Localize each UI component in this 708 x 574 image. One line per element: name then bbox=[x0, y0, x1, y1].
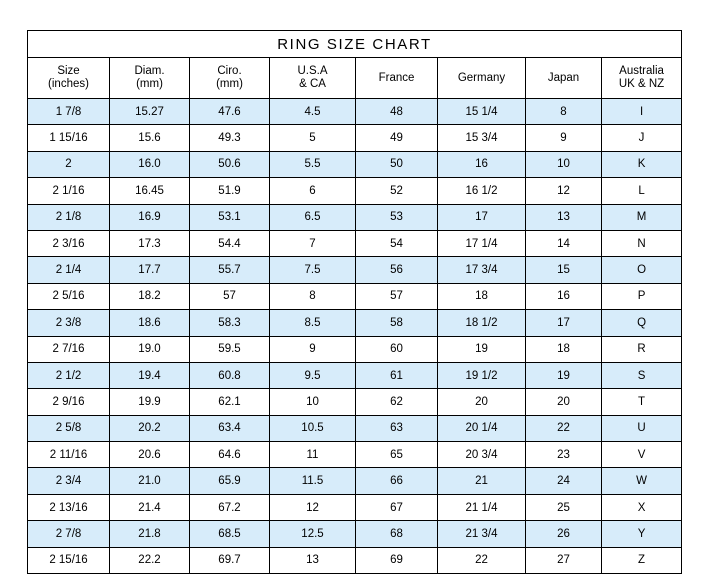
table-cell: 1 7/8 bbox=[28, 99, 110, 125]
table-cell: 15.6 bbox=[110, 125, 190, 151]
table-cell: 21 1/4 bbox=[438, 494, 526, 520]
table-cell: 2 11/16 bbox=[28, 442, 110, 468]
chart-title-row bbox=[28, 31, 682, 58]
table-cell: 20 bbox=[438, 389, 526, 415]
page-title: RING SIZE CHART bbox=[28, 31, 682, 58]
table-cell: 24 bbox=[526, 468, 602, 494]
table-cell: Q bbox=[602, 310, 682, 336]
table-cell: 16 bbox=[526, 283, 602, 309]
table-cell: 7.5 bbox=[270, 257, 356, 283]
table-row bbox=[28, 204, 682, 230]
table-cell: 56 bbox=[356, 257, 438, 283]
table-cell: 20.2 bbox=[110, 415, 190, 441]
column-header-1: Diam. (mm) bbox=[110, 58, 190, 99]
table-cell: 8.5 bbox=[270, 310, 356, 336]
table-row bbox=[28, 415, 682, 441]
table-cell: 68.5 bbox=[190, 521, 270, 547]
table-cell: 2 1/2 bbox=[28, 362, 110, 388]
table-cell: 58 bbox=[356, 310, 438, 336]
table-row bbox=[28, 257, 682, 283]
table-cell: R bbox=[602, 336, 682, 362]
table-cell: 13 bbox=[526, 204, 602, 230]
table-cell: 66 bbox=[356, 468, 438, 494]
table-cell: 51.9 bbox=[190, 178, 270, 204]
table-cell: 67 bbox=[356, 494, 438, 520]
table-cell: 21 bbox=[438, 468, 526, 494]
table-cell: 2 7/16 bbox=[28, 336, 110, 362]
column-header-6: Japan bbox=[526, 58, 602, 99]
table-cell: K bbox=[602, 151, 682, 177]
table-cell: 53 bbox=[356, 204, 438, 230]
table-cell: 2 13/16 bbox=[28, 494, 110, 520]
table-cell: J bbox=[602, 125, 682, 151]
table-cell: 17.3 bbox=[110, 230, 190, 256]
table-cell: 17 3/4 bbox=[438, 257, 526, 283]
table-cell: 18.6 bbox=[110, 310, 190, 336]
table-cell: Y bbox=[602, 521, 682, 547]
table-row bbox=[28, 283, 682, 309]
table-row bbox=[28, 389, 682, 415]
table-cell: 26 bbox=[526, 521, 602, 547]
table-cell: 15 bbox=[526, 257, 602, 283]
table-cell: 53.1 bbox=[190, 204, 270, 230]
table-row bbox=[28, 178, 682, 204]
table-cell: 16 bbox=[438, 151, 526, 177]
table-cell: 19 bbox=[438, 336, 526, 362]
table-cell: 60.8 bbox=[190, 362, 270, 388]
table-cell: 12.5 bbox=[270, 521, 356, 547]
table-row bbox=[28, 362, 682, 388]
table-cell: 59.5 bbox=[190, 336, 270, 362]
table-row bbox=[28, 99, 682, 125]
column-header-0: Size (inches) bbox=[28, 58, 110, 99]
table-cell: M bbox=[602, 204, 682, 230]
table-row bbox=[28, 125, 682, 151]
table-cell: U bbox=[602, 415, 682, 441]
table-cell: 5.5 bbox=[270, 151, 356, 177]
table-cell: 2 5/16 bbox=[28, 283, 110, 309]
table-cell: 18 1/2 bbox=[438, 310, 526, 336]
table-cell: 11.5 bbox=[270, 468, 356, 494]
table-cell: 6 bbox=[270, 178, 356, 204]
table-cell: 11 bbox=[270, 442, 356, 468]
table-cell: L bbox=[602, 178, 682, 204]
table-cell: 65.9 bbox=[190, 468, 270, 494]
table-cell: 68 bbox=[356, 521, 438, 547]
table-cell: 22 bbox=[438, 547, 526, 573]
table-cell: 2 3/16 bbox=[28, 230, 110, 256]
table-cell: 10 bbox=[270, 389, 356, 415]
table-header-row bbox=[28, 58, 682, 99]
table-cell: 18.2 bbox=[110, 283, 190, 309]
table-cell: 17 bbox=[526, 310, 602, 336]
table-row bbox=[28, 310, 682, 336]
table-cell: 2 3/8 bbox=[28, 310, 110, 336]
table-cell: 23 bbox=[526, 442, 602, 468]
table-cell: 54.4 bbox=[190, 230, 270, 256]
column-header-4: France bbox=[356, 58, 438, 99]
table-cell: N bbox=[602, 230, 682, 256]
table-cell: 2 1/16 bbox=[28, 178, 110, 204]
table-cell: 65 bbox=[356, 442, 438, 468]
table-cell: T bbox=[602, 389, 682, 415]
table-row bbox=[28, 336, 682, 362]
table-cell: V bbox=[602, 442, 682, 468]
table-cell: 67.2 bbox=[190, 494, 270, 520]
column-header-7: Australia UK & NZ bbox=[602, 58, 682, 99]
table-cell: 18 bbox=[438, 283, 526, 309]
table-cell: 17 1/4 bbox=[438, 230, 526, 256]
table-row bbox=[28, 494, 682, 520]
ring-size-chart-container bbox=[27, 30, 681, 574]
table-cell: 55.7 bbox=[190, 257, 270, 283]
table-cell: 16.9 bbox=[110, 204, 190, 230]
table-cell: 49.3 bbox=[190, 125, 270, 151]
table-cell: I bbox=[602, 99, 682, 125]
table-cell: 20 3/4 bbox=[438, 442, 526, 468]
table-cell: 19.9 bbox=[110, 389, 190, 415]
table-cell: 2 7/8 bbox=[28, 521, 110, 547]
table-cell: 8 bbox=[270, 283, 356, 309]
table-cell: 52 bbox=[356, 178, 438, 204]
table-cell: 2 9/16 bbox=[28, 389, 110, 415]
table-cell: 9 bbox=[270, 336, 356, 362]
table-cell: 2 3/4 bbox=[28, 468, 110, 494]
table-cell: 69.7 bbox=[190, 547, 270, 573]
table-cell: 6.5 bbox=[270, 204, 356, 230]
table-cell: 64.6 bbox=[190, 442, 270, 468]
table-cell: P bbox=[602, 283, 682, 309]
table-cell: 15 1/4 bbox=[438, 99, 526, 125]
table-cell: 48 bbox=[356, 99, 438, 125]
table-cell: 16.45 bbox=[110, 178, 190, 204]
column-header-5: Germany bbox=[438, 58, 526, 99]
table-cell: 2 1/4 bbox=[28, 257, 110, 283]
table-cell: 15 3/4 bbox=[438, 125, 526, 151]
table-cell: 69 bbox=[356, 547, 438, 573]
table-cell: 1 15/16 bbox=[28, 125, 110, 151]
table-cell: 2 1/8 bbox=[28, 204, 110, 230]
column-header-3: U.S.A & CA bbox=[270, 58, 356, 99]
table-cell: 49 bbox=[356, 125, 438, 151]
table-cell: 60 bbox=[356, 336, 438, 362]
table-cell: 21 3/4 bbox=[438, 521, 526, 547]
table-cell: W bbox=[602, 468, 682, 494]
table-cell: 2 5/8 bbox=[28, 415, 110, 441]
table-cell: 19.4 bbox=[110, 362, 190, 388]
table-cell: 62 bbox=[356, 389, 438, 415]
ring-size-chart-table bbox=[27, 30, 682, 574]
table-cell: 63 bbox=[356, 415, 438, 441]
table-cell: Z bbox=[602, 547, 682, 573]
table-row bbox=[28, 442, 682, 468]
table-cell: 10 bbox=[526, 151, 602, 177]
table-cell: 58.3 bbox=[190, 310, 270, 336]
table-cell: 16.0 bbox=[110, 151, 190, 177]
table-cell: 13 bbox=[270, 547, 356, 573]
table-cell: 61 bbox=[356, 362, 438, 388]
table-cell: 54 bbox=[356, 230, 438, 256]
table-cell: S bbox=[602, 362, 682, 388]
table-cell: 9 bbox=[526, 125, 602, 151]
table-cell: 17.7 bbox=[110, 257, 190, 283]
table-cell: 50 bbox=[356, 151, 438, 177]
column-header-2: Ciro. (mm) bbox=[190, 58, 270, 99]
table-cell: 18 bbox=[526, 336, 602, 362]
table-cell: 57 bbox=[356, 283, 438, 309]
table-cell: 12 bbox=[270, 494, 356, 520]
table-cell: 7 bbox=[270, 230, 356, 256]
table-row bbox=[28, 151, 682, 177]
table-cell: 19.0 bbox=[110, 336, 190, 362]
table-cell: 2 bbox=[28, 151, 110, 177]
table-cell: 21.8 bbox=[110, 521, 190, 547]
table-cell: 16 1/2 bbox=[438, 178, 526, 204]
table-cell: 5 bbox=[270, 125, 356, 151]
table-cell: 47.6 bbox=[190, 99, 270, 125]
table-cell: 2 15/16 bbox=[28, 547, 110, 573]
table-row bbox=[28, 547, 682, 573]
table-cell: 12 bbox=[526, 178, 602, 204]
table-cell: 20.6 bbox=[110, 442, 190, 468]
table-cell: 20 bbox=[526, 389, 602, 415]
table-cell: X bbox=[602, 494, 682, 520]
table-cell: O bbox=[602, 257, 682, 283]
table-cell: 9.5 bbox=[270, 362, 356, 388]
table-cell: 57 bbox=[190, 283, 270, 309]
table-row bbox=[28, 230, 682, 256]
table-cell: 21.4 bbox=[110, 494, 190, 520]
table-cell: 15.27 bbox=[110, 99, 190, 125]
table-cell: 50.6 bbox=[190, 151, 270, 177]
table-cell: 62.1 bbox=[190, 389, 270, 415]
table-cell: 27 bbox=[526, 547, 602, 573]
table-cell: 25 bbox=[526, 494, 602, 520]
table-cell: 4.5 bbox=[270, 99, 356, 125]
table-cell: 8 bbox=[526, 99, 602, 125]
table-row bbox=[28, 521, 682, 547]
table-cell: 22 bbox=[526, 415, 602, 441]
table-cell: 17 bbox=[438, 204, 526, 230]
table-cell: 22.2 bbox=[110, 547, 190, 573]
table-cell: 63.4 bbox=[190, 415, 270, 441]
table-row bbox=[28, 468, 682, 494]
table-cell: 10.5 bbox=[270, 415, 356, 441]
table-cell: 19 bbox=[526, 362, 602, 388]
table-cell: 20 1/4 bbox=[438, 415, 526, 441]
table-cell: 21.0 bbox=[110, 468, 190, 494]
table-cell: 14 bbox=[526, 230, 602, 256]
table-cell: 19 1/2 bbox=[438, 362, 526, 388]
